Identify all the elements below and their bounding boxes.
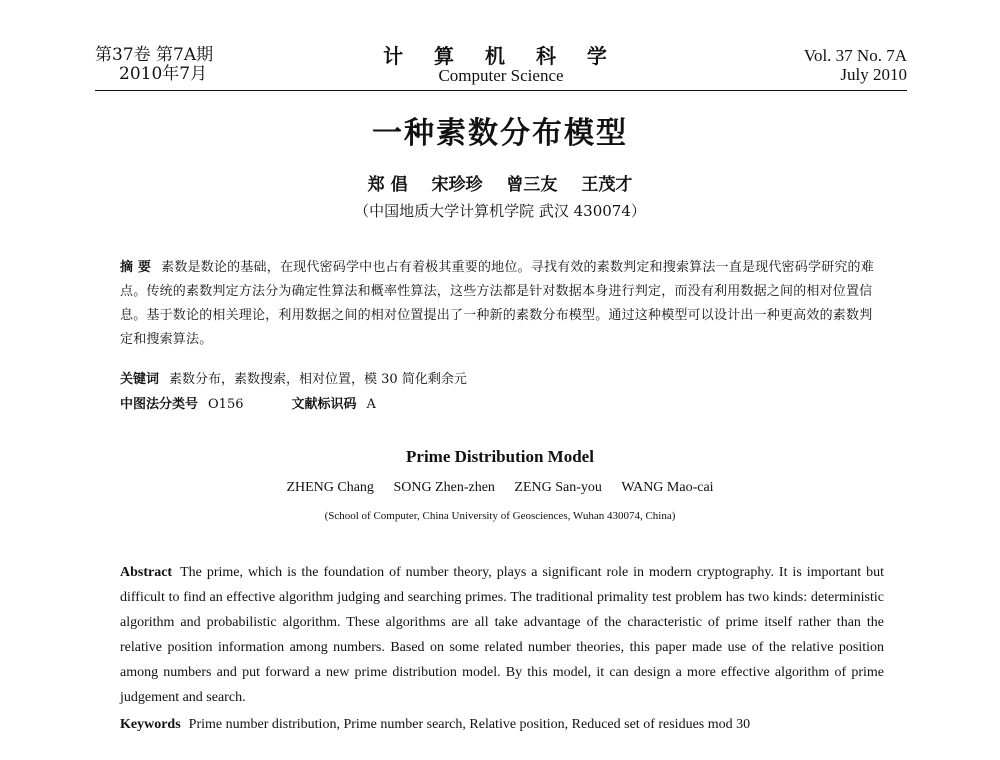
page-header	[95, 46, 907, 94]
header-center	[95, 46, 907, 85]
author-en-1: ZHENG Chang	[286, 480, 374, 495]
paper-title-en: Prime Distribution Model	[406, 447, 594, 466]
clc-label: 中图法分类号	[120, 397, 199, 412]
author-en-4: WANG Mao-cai	[621, 480, 714, 495]
date-en: July 2010	[840, 65, 907, 84]
classification-line	[120, 393, 880, 412]
keywords-text-cn: 素数分布，素数搜索，相对位置，模 30 简化剩余元	[169, 372, 467, 387]
affiliation-cn: （中国地质大学计算机学院 武汉 430074）	[354, 202, 646, 220]
authors-en	[0, 480, 1000, 496]
author-cn-3: 曾三友	[506, 175, 558, 195]
abstract-label-cn: 摘 要	[120, 260, 152, 275]
keywords-en	[120, 717, 884, 733]
author-en-3: ZENG San-you	[514, 480, 602, 495]
volume-cn: 第37卷 第7A期	[95, 45, 214, 65]
author-cn-1: 郑 倡	[367, 175, 408, 195]
journal-title-cn: 计 算 机 科 学	[383, 44, 619, 68]
abstract-en	[120, 560, 884, 710]
header-rule	[95, 90, 907, 91]
author-cn-2: 宋珍珍	[431, 175, 483, 195]
abstract-text-cn: 素数是数论的基础，在现代密码学中也占有着极其重要的地位。寻找有效的素数判定和搜索算法一直是现代密码学研究的难点。传统的素数判定方法分为确定性算法和概率性算法，这些方法都是针对数据本身进行判定，而没有利用数据之间的相对位置信息。基于数论的相关理论，利用数据之间的相对位置提出了一种新的素数分布模型。通过这种模型可以设计出一种更高效的素数判定和搜索算法。	[120, 260, 874, 347]
affiliation-en: (School of Computer, China University of Geosciences, Wuhan 430074, China)	[324, 510, 676, 522]
doc-code-label: 文献标识码	[291, 397, 357, 412]
author-cn-4: 王茂才	[581, 175, 633, 195]
keywords-label-en: Keywords	[120, 717, 181, 732]
keywords-text-en: Prime number distribution, Prime number search, Relative position, Reduced set of residues mod 30	[188, 717, 751, 732]
doc-code-value: A	[366, 397, 376, 412]
abstract-text-en: The prime, which is the foundation of number theory, plays a significant role in modern cryptography. It is important but difficult to find an effective algorithm judging and searching primes. The traditional primality test problem has two kinds: deterministic algorithm and probabilistic algorithm. These algorithms are all take advantage of the characteristic of prime itself rather than the relative position information among numbers. Based on some related number theories, this paper made use of the relative position among numbers and put forward a new prime distribution model. By this model, it can design a more effective algorithm of prime judgement and search.	[120, 565, 884, 705]
header-right	[804, 46, 907, 84]
paper-title-cn: 一种素数分布模型	[372, 116, 628, 151]
volume-en: Vol. 37 No. 7A	[803, 46, 907, 65]
abstract-cn	[120, 256, 880, 352]
clc-value: O156	[208, 397, 244, 412]
abstract-label-en: Abstract	[120, 565, 173, 580]
keywords-cn	[120, 368, 880, 387]
date-cn: 2010年7月	[119, 64, 208, 84]
author-en-2: SONG Zhen-zhen	[393, 480, 495, 495]
journal-title-en: Computer Science	[438, 66, 564, 85]
keywords-label-cn: 关键词	[120, 372, 160, 387]
authors-cn	[0, 170, 1000, 195]
